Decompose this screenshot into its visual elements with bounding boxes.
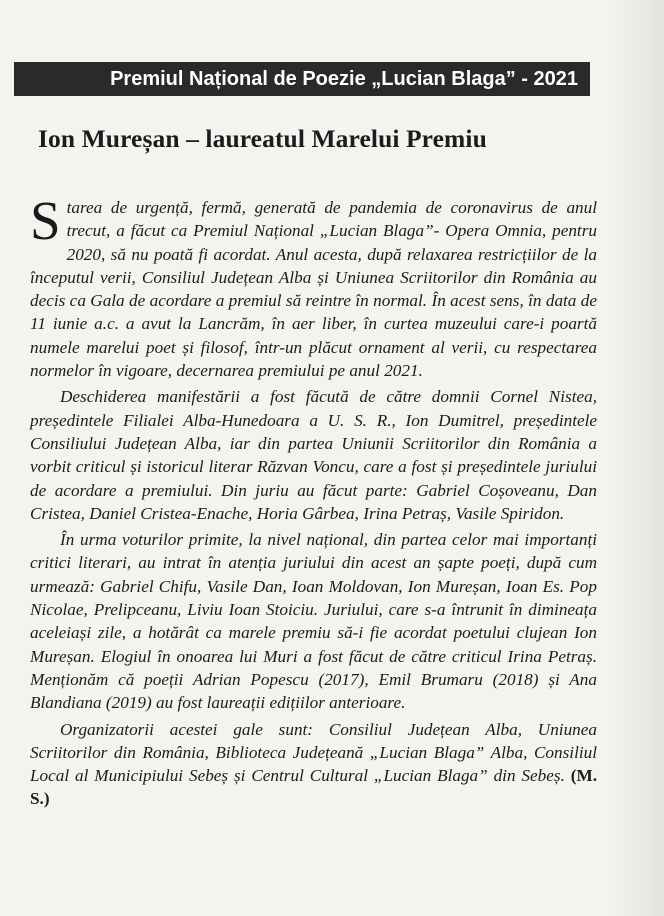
- drop-cap: S: [30, 190, 61, 251]
- article-title: Ion Mureșan – laureatul Marelui Premiu: [38, 124, 487, 153]
- paragraph-4-text: Organizatorii acestei gale sunt: Consiliul Județean Alba, Uniunea Scriitorilor din România, Biblioteca Județeană „Lucian Blaga” Alba, Consiliul Local al Municipiului Sebeș și Centrul Cultural „Lucian Blaga” din Sebeș.: [30, 719, 597, 786]
- article-body: [30, 190, 598, 811]
- paragraph-2: Deschiderea manifestării a fost făcută de către domnii Cornel Nistea, președintele Filialei Alba-Hunedoara a U. S. R., Ion Dumitrel, președintele Consiliului Județean Alba, iar din partea Uniunii Scriitorilor din România a vorbit criticul și istoricul literar Răzvan Voncu, care a fost și președintele juriului de acordare a premiului. Din juriu au făcut parte: Gabriel Coșoveanu, Dan Cristea, Daniel Cristea-Enache, Horia Gârbea, Irina Petraș, Vasile Spiridon.: [30, 387, 597, 523]
- author-signature: (M. S.): [30, 766, 598, 809]
- paragraph-4: [30, 718, 597, 811]
- section-banner: Premiul Național de Poezie „Lucian Blaga” - 2021: [14, 62, 590, 96]
- paragraph-3: În urma voturilor primite, la nivel național, din partea celor mai importanți critici literari, au intrat în atenția juriului din acest an șapte poeți, după cum urmează: Gabriel Chifu, Vasile Dan, Ioan Moldovan, Ion Mureșan, Ioan Es. Pop Nicolae, Prelipceanu, Liviu Ioan Stoiciu. Juriului, care s-a întrunit în dimineața aceleiași zile, a hotărât ca marele premiu să-i fie acordat poetului clujean Ion Mureșan. Elogiul în onoarea lui Muri a fost făcut de către criticul Irina Petraș. Menționăm că poeții Adrian Popescu (2017), Emil Brumaru (2018) și Ana Blandiana (2019) au fost laureații edițiilor anterioare.: [30, 530, 597, 713]
- page-edge-shadow: [610, 0, 664, 916]
- paragraph-1-text: tarea de urgență, fermă, generată de pandemia de coronavirus de anul trecut, a făcut ca Premiul Național „Lucian Blaga”- Opera Omnia, pentru 2020, să nu poată fi acordat. Anul acesta, după relaxarea restricțiilor de la începutul verii, Consiliul Județean Alba și Uniunea Scriitorilor din România au decis ca Gala de acordare a premiul să reintre în normal. În acest sens, în data de 11 iunie a.c. a avut la Lancrăm, în aer liber, în curtea muzeului care-i poartă numele marelui poet și filosof, într-un plăcut ornament al verii, cu respectarea normelor în vigoare, decernarea premiului pe anul 2021.: [30, 198, 597, 381]
- paragraph-1: [30, 190, 597, 382]
